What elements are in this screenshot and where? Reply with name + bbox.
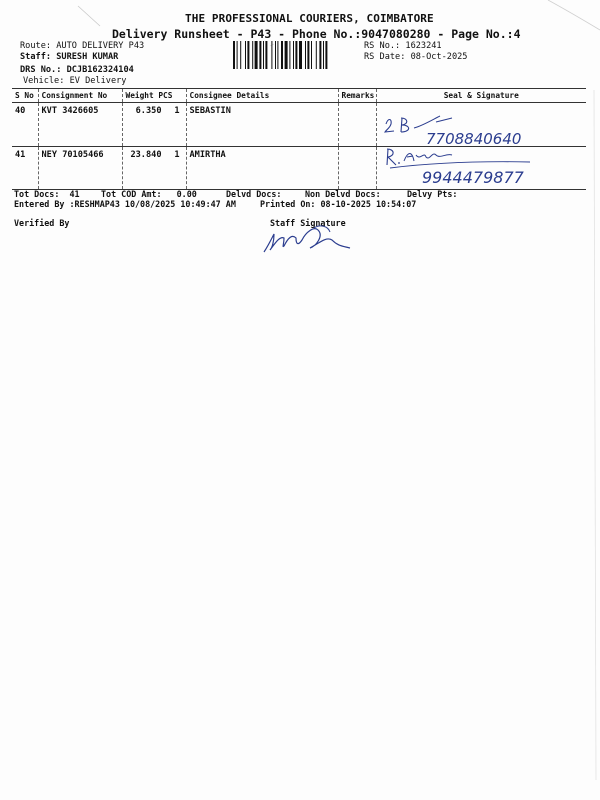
staff-signature-label: Staff Signature (270, 218, 346, 228)
barcode-bar (263, 41, 264, 69)
table-row (12, 147, 586, 190)
rs-number: RS No.: 1623241 (364, 41, 442, 51)
barcode-bar (271, 41, 272, 69)
barcode-bar (325, 41, 327, 69)
total-cod-amount: Tot COD Amt: 0.00 (101, 189, 197, 199)
cell-remarks (338, 103, 376, 147)
col-header-seal-signature: Seal & Signature (376, 89, 586, 103)
cell-consignee: AMIRTHA (186, 147, 338, 190)
cell-pcs: 1 (174, 150, 180, 160)
barcode-bar (307, 41, 309, 69)
table-row (12, 103, 586, 147)
cell-weight: 23.840 (130, 150, 162, 160)
handwritten-phone-2: 9944479877 (422, 168, 524, 187)
route-label: Route: AUTO DELIVERY P43 (20, 41, 145, 51)
non-delivered-docs: Non Delvd Docs: (305, 189, 381, 199)
col-header-consignee: Consignee Details (186, 89, 338, 103)
barcode-bar (277, 41, 278, 69)
verified-by-label: Verified By (14, 218, 70, 228)
vehicle-label: Vehicle: EV Delivery (23, 76, 127, 86)
barcode-bar (305, 41, 306, 69)
table-header-row (12, 89, 586, 103)
total-docs: Tot Docs: 41 (14, 189, 80, 199)
cell-seal-signature (376, 103, 586, 147)
cell-sno: 40 (12, 103, 38, 147)
barcode-bar (252, 41, 253, 69)
barcode-bar (285, 41, 288, 69)
barcode-bar (240, 41, 241, 69)
delivery-points: Delvy Pts: (407, 189, 458, 199)
cell-weight: 6.350 (135, 106, 162, 116)
barcode-bar (323, 41, 324, 69)
col-header-weight-pcs: Weight PCS (122, 89, 186, 103)
cell-consignee: SEBASTIN (186, 103, 338, 147)
barcode-bar (316, 41, 317, 69)
barcode (233, 41, 358, 69)
barcode-bar (255, 41, 258, 69)
rs-date: RS Date: 08-Oct-2025 (364, 52, 468, 62)
cell-pcs: 1 (174, 106, 180, 116)
cell-weight-pcs (122, 147, 186, 190)
barcode-bar (319, 41, 321, 69)
runsheet-table (12, 88, 586, 190)
barcode-bar (293, 41, 294, 69)
barcode-bar (247, 41, 249, 69)
barcode-bar (265, 41, 267, 69)
barcode-bar (233, 41, 235, 69)
barcode-bar (295, 41, 297, 69)
cell-weight-pcs (122, 103, 186, 147)
cell-consignment: NEY 70105466 (38, 147, 122, 190)
staff-label: Staff: SURESH KUMAR (20, 52, 119, 62)
cell-seal-signature (376, 147, 586, 190)
barcode-bar (275, 41, 276, 69)
printed-on: Printed On: 08-10-2025 10:54:07 (260, 199, 417, 209)
cell-sno: 41 (12, 147, 38, 190)
company-title: THE PROFESSIONAL COURIERS, COIMBATORE (185, 12, 434, 25)
col-header-remarks: Remarks (338, 89, 376, 103)
delivered-docs: Delvd Docs: (226, 189, 282, 199)
barcode-bar (299, 41, 302, 69)
handwritten-phone-1: 7708840640 (426, 130, 522, 148)
barcode-bar (237, 41, 238, 69)
entered-by: Entered By :RESHMAP43 10/08/2025 10:49:47 AM (14, 199, 236, 209)
barcode-bar (281, 41, 283, 69)
barcode-bar (259, 41, 261, 69)
runsheet-subtitle: Delivery Runsheet - P43 - Phone No.:9047080280 - Page No.:4 (112, 27, 521, 41)
drs-number: DRS No.: DCJB162324104 (20, 65, 134, 75)
col-header-consignment: Consignment No (38, 89, 122, 103)
col-header-sno: S No (12, 89, 38, 103)
barcode-bar (245, 41, 246, 69)
cell-consignment: KVT 3426605 (38, 103, 122, 147)
barcode-bar (289, 41, 290, 69)
cell-remarks (338, 147, 376, 190)
barcode-bar (311, 41, 312, 69)
